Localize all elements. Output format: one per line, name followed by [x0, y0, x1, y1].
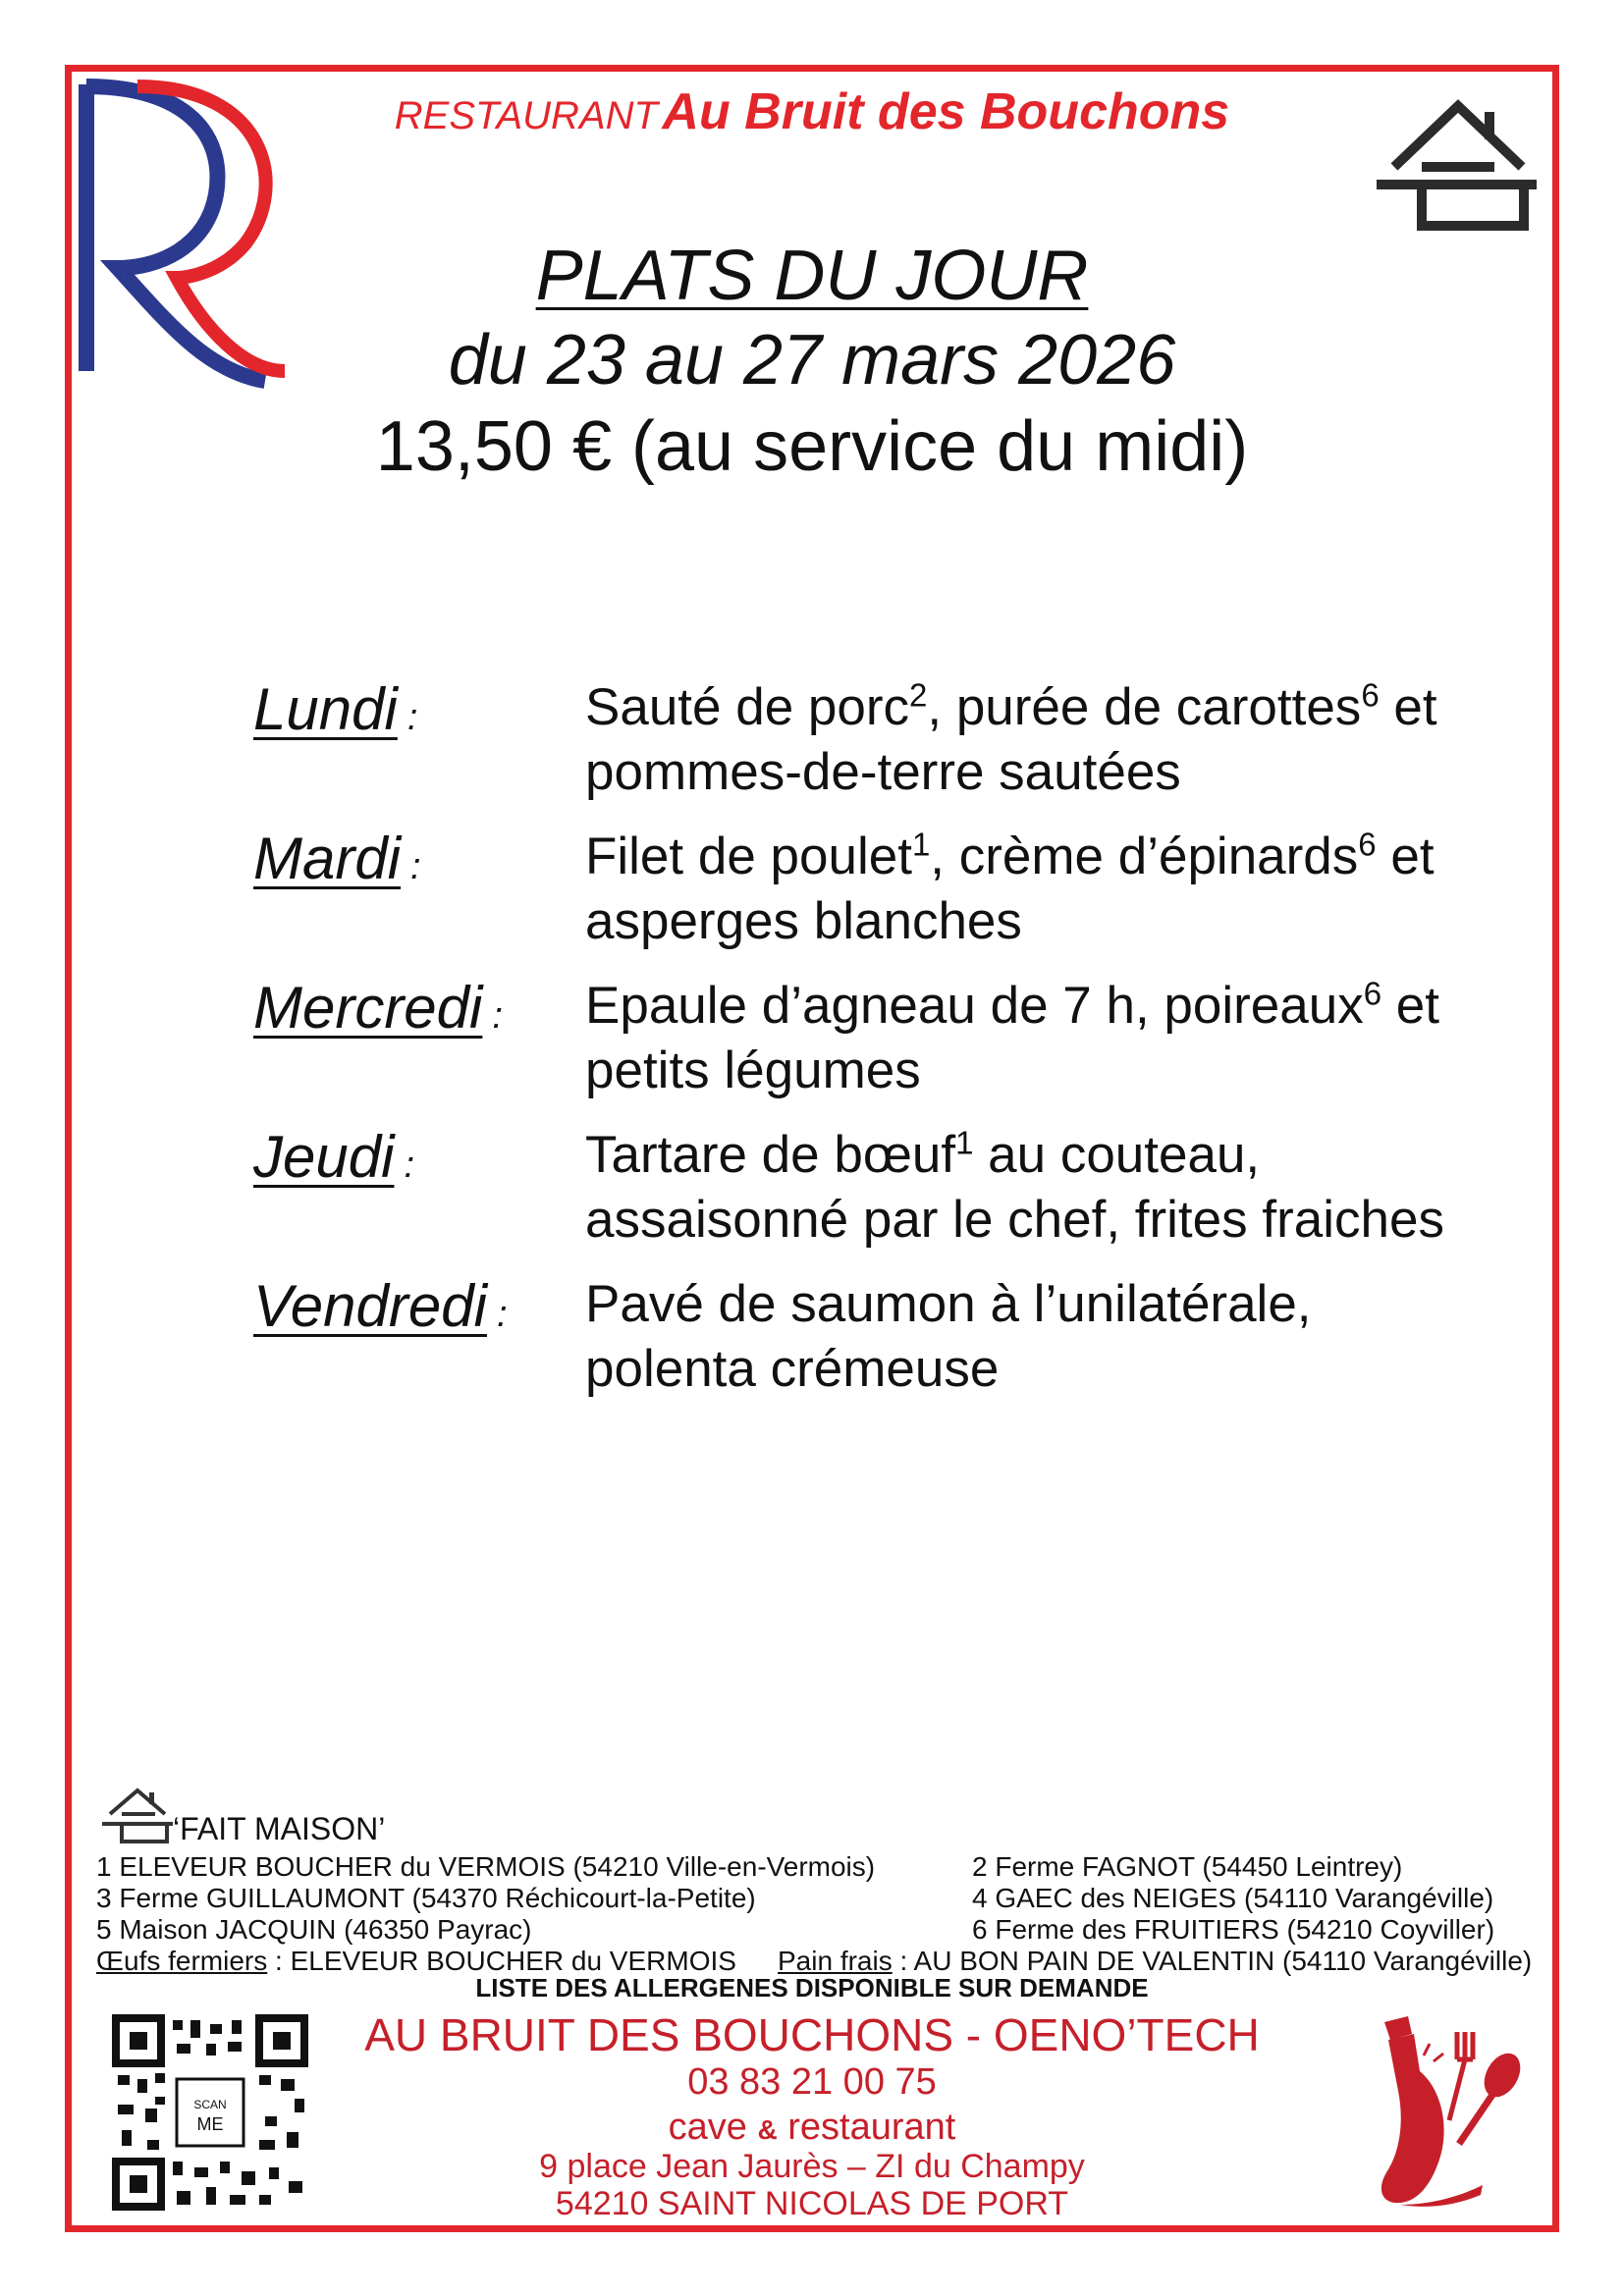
dish-description — [585, 825, 1435, 954]
producer-item: 2 Ferme FAGNOT (54450 Leintrey) — [972, 1851, 1403, 1882]
day-colon: : — [406, 697, 418, 738]
business-name: AU BRUIT DES BOUCHONS - OENO’TECH — [364, 2009, 1260, 2060]
price-line: 13,50 € (au service du midi) — [375, 407, 1249, 486]
producer-ref: 6 — [1363, 975, 1382, 1012]
producer-ref: 1 — [911, 826, 931, 863]
allergen-notice: LISTE DES ALLERGENES DISPONIBLE SUR DEMANDE — [475, 1973, 1149, 2002]
day-name: Lundi — [253, 676, 398, 742]
dish-text: Sauté de porc — [585, 678, 910, 736]
dish-description — [585, 675, 1437, 805]
day-label — [253, 675, 417, 743]
eggs-value: : ELEVEUR BOUCHER du VERMOIS — [267, 1946, 736, 1976]
dish-text: pommes-de-terre sautées — [585, 743, 1181, 801]
producer-ref: 2 — [909, 676, 928, 714]
tagline-ampersand: & — [757, 2114, 778, 2145]
producer-item: 3 Ferme GUILLAUMONT (54370 Réchicourt-la-Petite) — [96, 1883, 756, 1913]
dish-description — [585, 1123, 1444, 1253]
date-range: du 23 au 27 mars 2026 — [448, 321, 1176, 400]
day-label — [253, 825, 421, 892]
dish-text: Epaule d’agneau de 7 h, poireaux — [585, 977, 1364, 1035]
dish-text: asperges blanches — [585, 892, 1022, 950]
day-label — [253, 1123, 414, 1191]
day-colon: : — [492, 995, 503, 1037]
bottle-cutlery-icon — [1355, 2012, 1532, 2209]
day-colon: : — [404, 1145, 414, 1186]
address-street: 9 place Jean Jaurès – ZI du Champy — [539, 2148, 1085, 2185]
producer-ref: 1 — [955, 1124, 974, 1161]
page-title: PLATS DU JOUR — [535, 237, 1089, 315]
fait-maison-label: ‘FAIT MAISON’ — [173, 1811, 386, 1846]
dish-description — [585, 974, 1439, 1103]
producer-ref: 6 — [1361, 676, 1380, 714]
day-name: Mercredi — [253, 975, 483, 1041]
tagline-left: cave — [668, 2107, 758, 2148]
day-name: Vendredi — [253, 1273, 487, 1339]
bread-value: : AU BON PAIN DE VALENTIN (54110 Varangéville) — [892, 1946, 1533, 1976]
dish-text: polenta crémeuse — [585, 1340, 1000, 1398]
day-name: Jeudi — [253, 1124, 395, 1190]
qr-scan-text: SCAN — [193, 2098, 227, 2111]
day-colon: : — [496, 1294, 508, 1335]
dish-text: assaisonné par le chef, frites fraiches — [585, 1191, 1444, 1249]
producer-item: 5 Maison JACQUIN (46350 Payrac) — [96, 1914, 532, 1945]
day-label — [253, 974, 503, 1041]
dish-text: petits légumes — [585, 1041, 921, 1099]
eggs-label: Œufs fermiers — [96, 1946, 268, 1976]
day-name: Mardi — [253, 826, 402, 891]
daily-menu — [253, 667, 1500, 1414]
dish-text: Tartare de bœuf — [585, 1126, 956, 1184]
dish-text: , crème d’épinards — [930, 828, 1359, 885]
dish-text: Filet de poulet — [585, 828, 912, 885]
dish-description — [585, 1272, 1312, 1402]
dish-text: Pavé de saumon à l’unilatérale, — [585, 1275, 1312, 1333]
menu-row-lundi — [253, 667, 1500, 817]
day-label — [253, 1272, 508, 1340]
restaurant-name: Au Bruit des Bouchons — [662, 83, 1230, 140]
address-city: 54210 SAINT NICOLAS DE PORT — [555, 2185, 1069, 2222]
menu-row-mercredi — [253, 966, 1500, 1115]
producer-ref: 6 — [1358, 826, 1377, 863]
dish-text: et — [1379, 678, 1437, 736]
phone-number: 03 83 21 00 75 — [687, 2061, 937, 2103]
producer-item: 1 ELEVEUR BOUCHER du VERMOIS (54210 Ville-en-Vermois) — [96, 1851, 876, 1882]
tagline-right: restaurant — [777, 2107, 956, 2148]
producer-item: 6 Ferme des FRUITIERS (54210 Coyviller) — [972, 1914, 1495, 1945]
small-house-icon — [98, 1787, 175, 1845]
dish-text: et — [1381, 977, 1439, 1035]
menu-row-jeudi — [253, 1115, 1500, 1264]
restaurant-title — [0, 82, 1624, 141]
dish-text: , purée de carottes — [927, 678, 1362, 736]
dish-text: au couteau, — [973, 1126, 1261, 1184]
bread-label: Pain frais — [778, 1946, 893, 1976]
menu-row-mardi — [253, 817, 1500, 966]
day-colon: : — [410, 846, 421, 887]
menu-row-vendredi — [253, 1264, 1500, 1414]
dish-text: et — [1376, 828, 1435, 885]
restaurant-prefix: RESTAURANT — [394, 94, 658, 137]
qr-me-text: ME — [196, 2114, 224, 2134]
producer-item: 4 GAEC des NEIGES (54110 Varangéville) — [972, 1883, 1494, 1913]
